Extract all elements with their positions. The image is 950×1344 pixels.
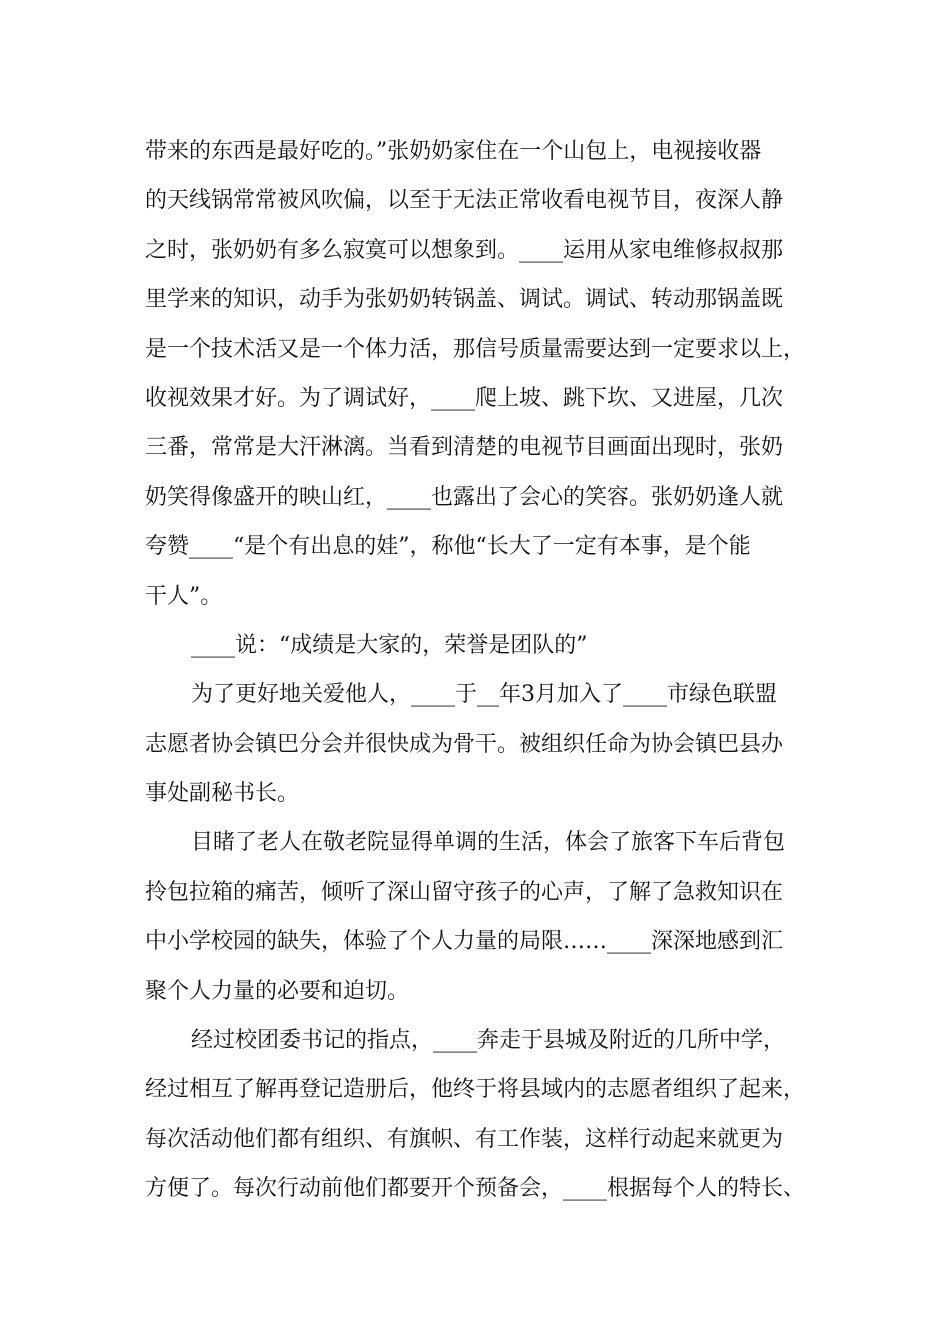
text-line: 方便了。每次行动前他们都要开个预备会，____根据每个人的特长、	[145, 1176, 806, 1202]
text-line: 之时，张奶奶有多么寂寞可以想象到。____运用从家电维修叔叔那	[145, 237, 784, 263]
text-line: 收视效果才好。为了调试好，____爬上坡、跳下坎、又进屋，几次	[145, 385, 784, 411]
text-line: 里学来的知识，动手为张奶奶转锅盖、调试。调试、转动那锅盖既	[145, 287, 784, 313]
text-line: 中小学校园的缺失，体验了个人力量的局限……____深深地感到汇	[145, 929, 784, 955]
text-line: ____说：“成绩是大家的，荣誉是团队的”	[191, 632, 588, 658]
text-line: 奶笑得像盛开的映山红，____也露出了会心的笑容。张奶奶逢人就	[145, 484, 784, 510]
text-line: 经过校团委书记的指点，____奔走于县城及附近的几所中学，	[191, 1028, 786, 1054]
text-line: 每次活动他们都有组织、有旗帜、有工作装，这样行动起来就更为	[145, 1126, 784, 1152]
text-line: 经过相互了解再登记造册后，他终于将县域内的志愿者组织了起来，	[145, 1077, 806, 1103]
text-line: 夸赞____“是个有出息的娃”，称他“长大了一定有本事，是个能	[145, 534, 751, 560]
document-body	[145, 127, 835, 1214]
text-line: 为了更好地关爱他人，____于__年3月加入了____市绿色联盟	[191, 682, 777, 708]
text-line: 是一个技术活又是一个体力活，那信号质量需要达到一定要求以上，	[145, 336, 806, 362]
text-line: 目睹了老人在敬老院显得单调的生活，体会了旅客下车后背包	[191, 830, 786, 856]
text-line: 事处副秘书长。	[145, 781, 300, 807]
text-line: 三番，常常是大汗淋漓。当看到清楚的电视节目画面出现时，张奶	[145, 435, 784, 461]
text-line: 带来的东西是最好吃的。”张奶奶家住在一个山包上，电视接收器	[145, 139, 762, 164]
text-line: 聚个人力量的必要和迫切。	[145, 978, 410, 1004]
text-line: 干人”。	[145, 583, 223, 609]
text-line: 志愿者协会镇巴分会并很快成为骨干。被组织任命为协会镇巴县办	[145, 731, 784, 757]
text-line: 的天线锅常常被风吹偏，以至于无法正常收看电视节目，夜深人静	[145, 188, 784, 214]
text-line: 拎包拉箱的痛苦，倾听了深山留守孩子的心声，了解了急救知识在	[145, 879, 784, 905]
